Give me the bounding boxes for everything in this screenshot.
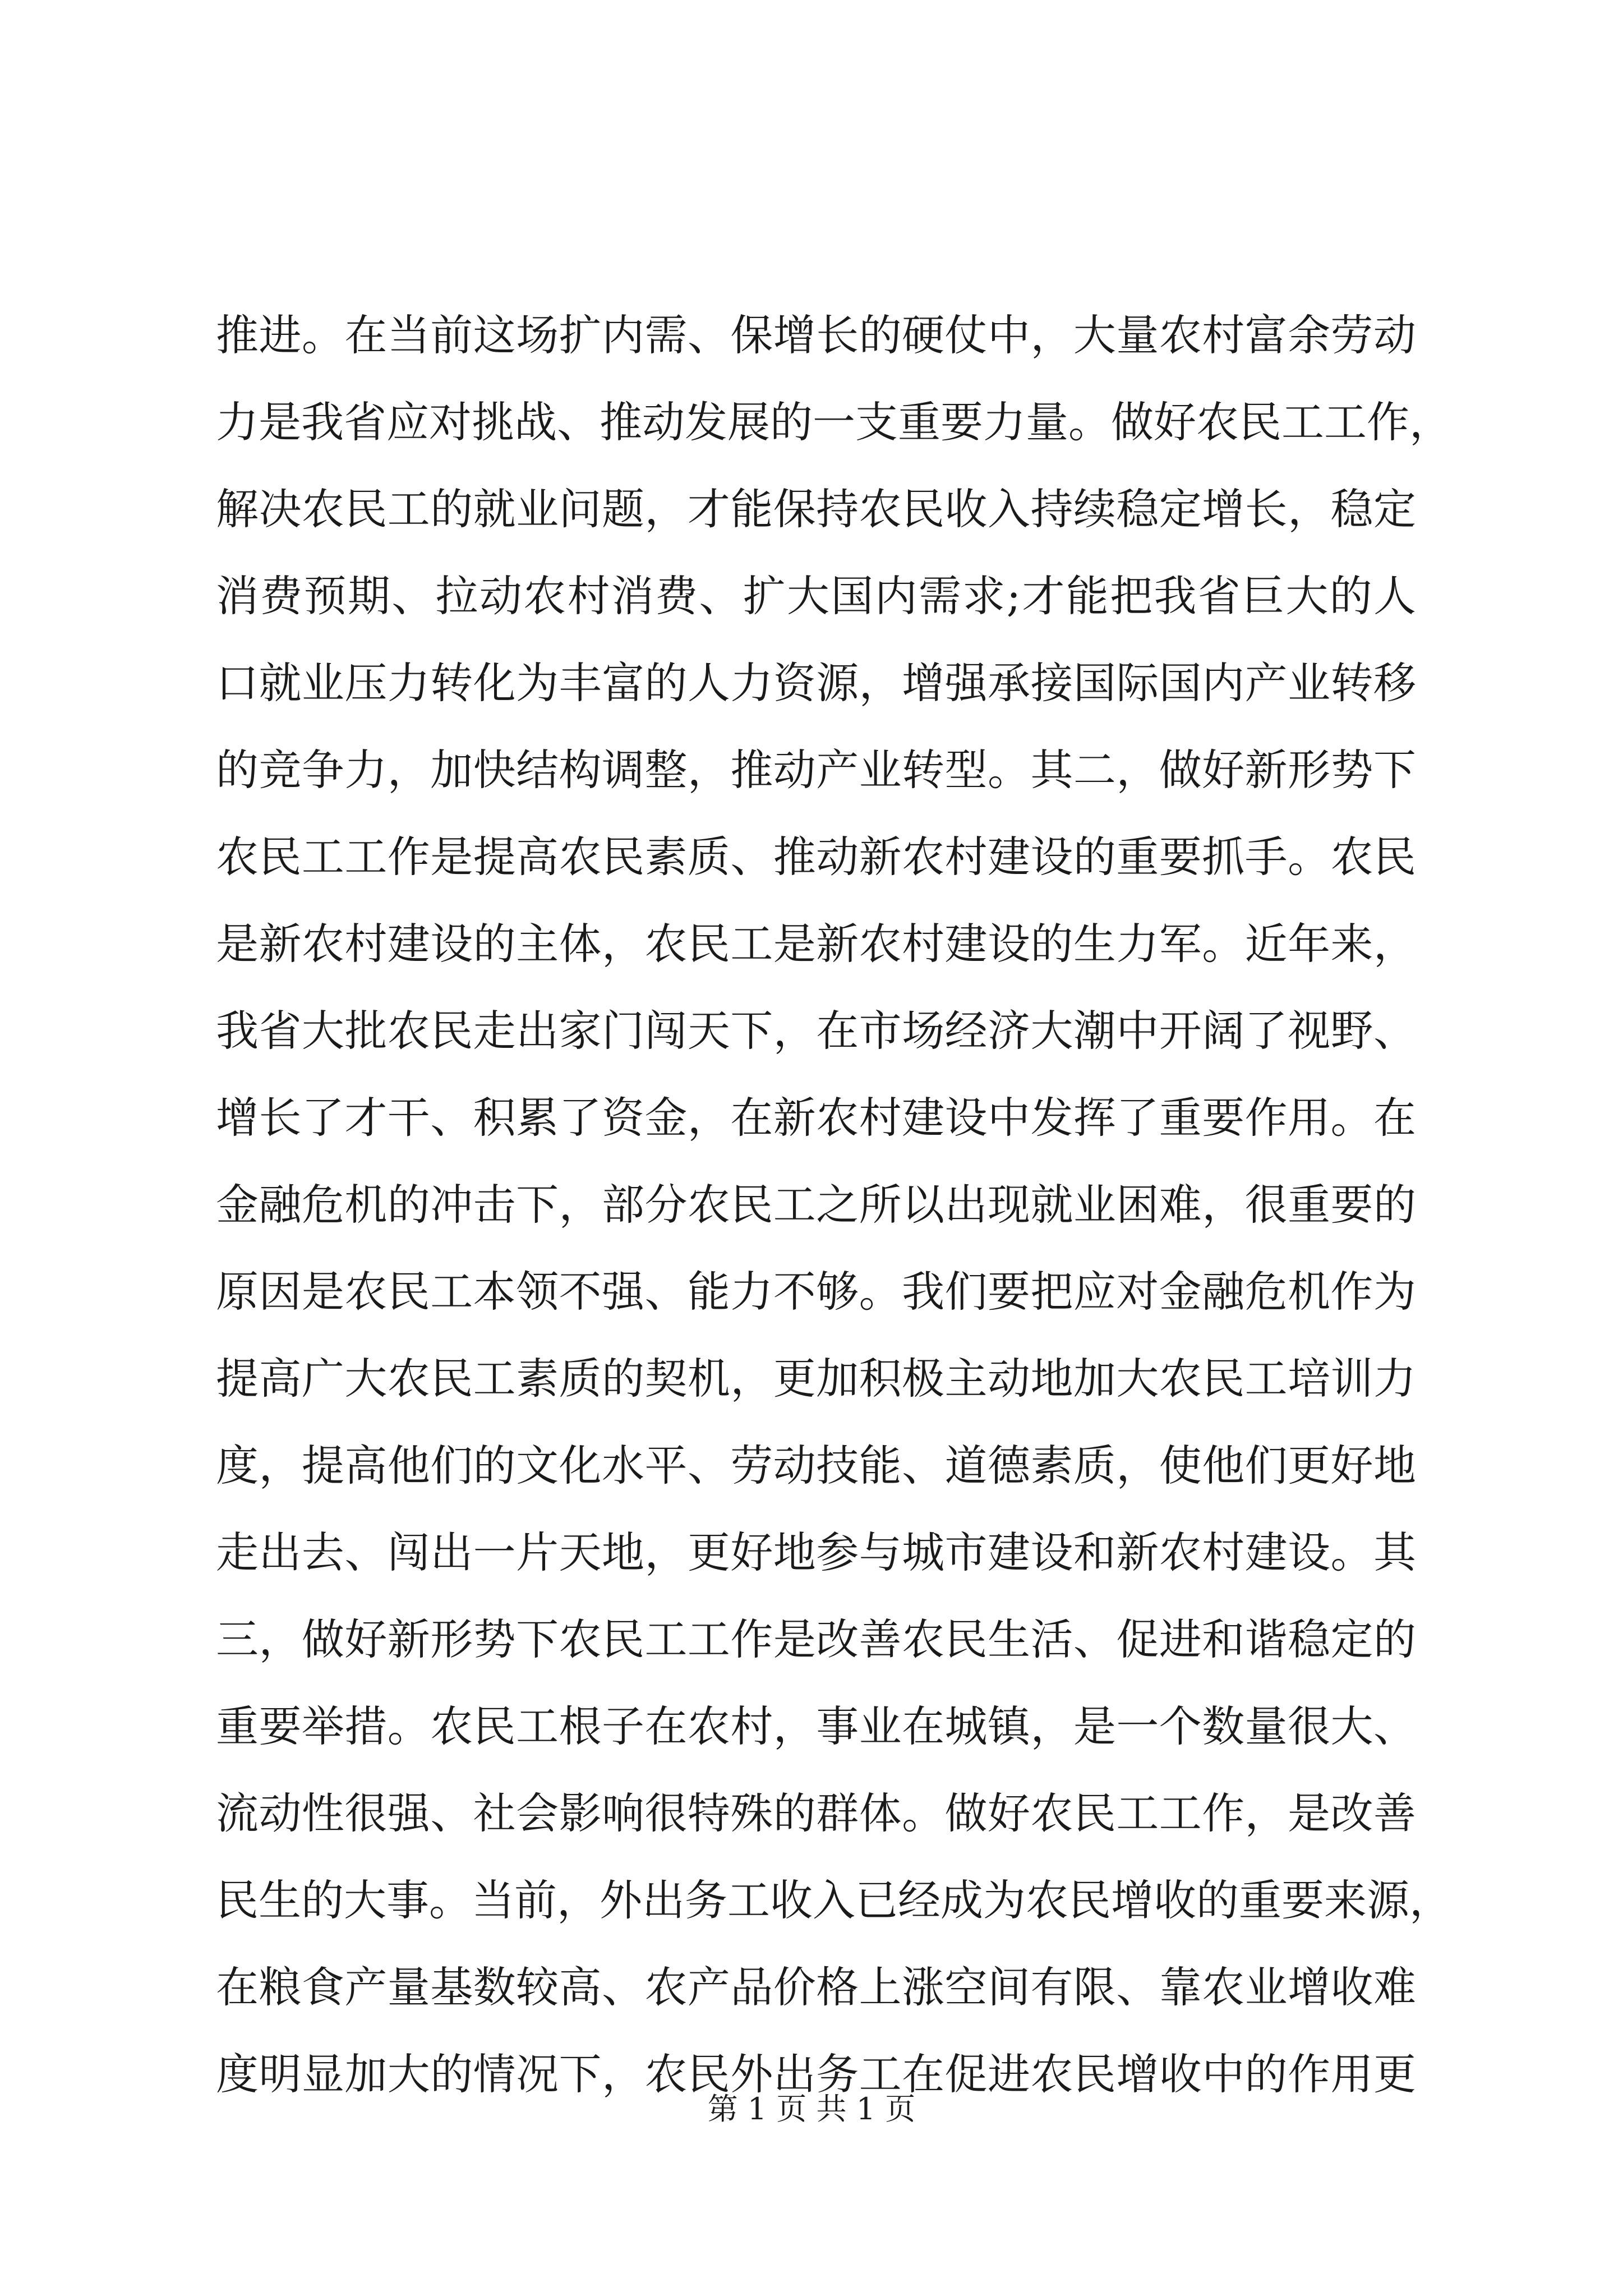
text-line: 力是我省应对挑战、推动发展的一支重要力量。做好农民工工作， — [216, 397, 1452, 447]
text-line: 三，做好新形势下农民工工作是改善农民生活、促进和谐稳定的 — [216, 1614, 1416, 1664]
text-line: 度，提高他们的文化水平、劳动技能、道德素质，使他们更好地 — [216, 1441, 1416, 1490]
text-line: 口就业压力转化为丰富的人力资源，增强承接国际国内产业转移 — [216, 658, 1416, 708]
text-line: 原因是农民工本领不强、能力不够。我们要把应对金融危机作为 — [216, 1267, 1416, 1317]
text-line: 流动性很强、社会影响很特殊的群体。做好农民工工作，是改善 — [216, 1788, 1416, 1838]
body-text — [216, 292, 1452, 2118]
text-line: 是新农村建设的主体，农民工是新农村建设的生力军。近年来， — [216, 919, 1416, 969]
text-line: 民生的大事。当前，外出务工收入已经成为农民增收的重要来源， — [216, 1875, 1452, 1925]
text-line: 消费预期、拉动农村消费、扩大国内需求;才能把我省巨大的人 — [216, 571, 1416, 621]
text-line: 的竞争力，加快结构调整，推动产业转型。其二，做好新形势下 — [216, 745, 1416, 795]
text-line: 提高广大农民工素质的契机，更加积极主动地加大农民工培训力 — [216, 1354, 1416, 1404]
text-line: 农民工工作是提高农民素质、推动新农村建设的重要抓手。农民 — [216, 832, 1416, 882]
page-footer: 第 1 页 共 1 页 — [707, 2091, 916, 2127]
text-line: 在粮食产量基数较高、农产品价格上涨空间有限、靠农业增收难 — [216, 1962, 1416, 2012]
text-line: 走出去、闯出一片天地，更好地参与城市建设和新农村建设。其 — [216, 1527, 1416, 1577]
text-line: 重要举措。农民工根子在农村，事业在城镇，是一个数量很大、 — [216, 1701, 1416, 1751]
text-line: 增长了才干、积累了资金，在新农村建设中发挥了重要作用。在 — [216, 1093, 1416, 1143]
text-line: 推进。在当前这场扩内需、保增长的硬仗中，大量农村富余劳动 — [216, 310, 1416, 360]
text-line: 金融危机的冲击下，部分农民工之所以出现就业困难，很重要的 — [216, 1180, 1416, 1230]
text-line: 度明显加大的情况下，农民外出务工在促进农民增收中的作用更 — [216, 2049, 1416, 2099]
text-line: 解决农民工的就业问题，才能保持农民收入持续稳定增长，稳定 — [216, 484, 1416, 534]
text-line: 我省大批农民走出家门闯天下，在市场经济大潮中开阔了视野、 — [216, 1006, 1416, 1056]
